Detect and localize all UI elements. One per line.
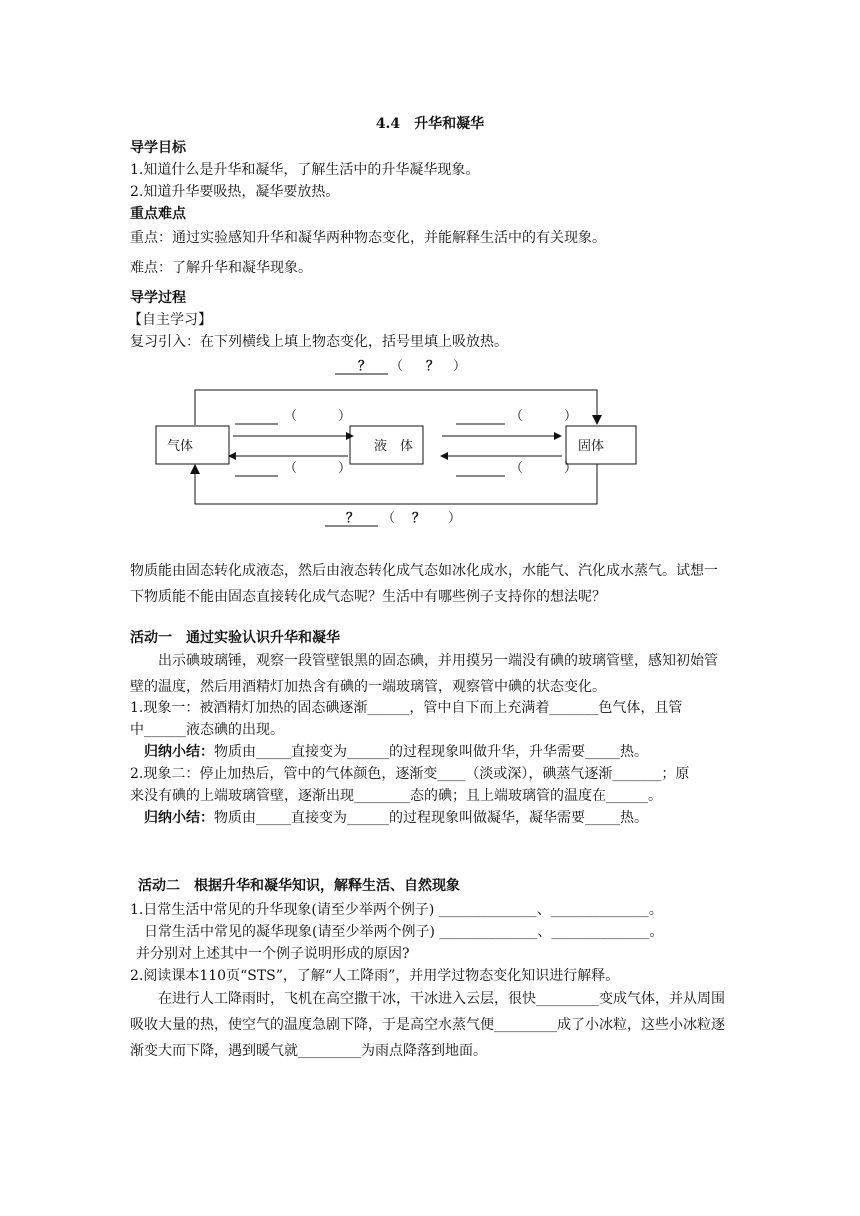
summary2-label: 归纳小结： [144,810,214,826]
paren-close: ） [338,461,352,476]
artificial-rain-paragraph: 在进行人工降雨时，飞机在高空撒干冰，干冰进入云层，很快_________变成气体，并从周围吸收大量的热，使空气的温度急剧下降，于是高空水蒸气便_________成了小冰粒，这些小冰粒逐渐变大而下降，遇到暖气就_________为雨点降落到地面。 [130,991,725,1059]
arrow-right-icon [554,432,562,440]
bottom-paren-open: （ [382,511,396,526]
key-point-text: 重点：通过实验感知升华和凝华两种物态变化，并能解释生活中的有关现象。 [130,230,606,246]
phenomenon1-line-b: 中______液态碘的出现。 [130,722,284,738]
top-paren-q: ？ [426,359,440,374]
paren-open: （ [284,461,298,476]
solid-label: 固体 [578,439,605,454]
paren-close: ） [338,409,352,424]
summary1-text: 物质由_____直接变为______的过程现象叫做升华，升华需要_____热。 [214,744,648,760]
phenomenon2-line-a: 2.现象二：停止加热后，管中的气体颜色，逐渐变____（淡或深），碘蒸气逐渐_______；原 [130,766,690,782]
activity2-heading: 活动二 根据升华和凝华知识，解释生活、自然现象 [138,878,460,894]
summary1 [144,742,648,762]
state-change-diagram [150,352,650,532]
gas-label: 气体 [167,439,194,454]
paren-open: （ [510,461,524,476]
question1c: 并分别对上述其中一个例子说明形成的原因? [136,946,410,962]
difficult-point-text: 难点：了解升华和凝华现象。 [130,260,312,276]
process-heading: 导学过程 [130,290,186,306]
paren-close: ） [564,409,578,424]
goal-item-2: 2.知道升华要吸热，凝华要放热。 [130,184,340,200]
phenomenon1-line-a: 1.现象一：被酒精灯加热的固态碘逐渐______，管中自下而上充满着_______色气体，且管 [130,700,683,716]
summary2-text: 物质由_____直接变为______的过程现象叫做凝华，凝华需要_____热。 [214,810,648,826]
paren-open: （ [510,409,524,424]
question1: 1.日常生活中常见的升华现象(请至少举两个例子) ______________、______________。 [130,902,663,918]
paren-close: ） [564,461,578,476]
key-points-heading: 重点难点 [130,206,186,222]
activity1-description: 出示碘玻璃锤，观察一段管壁银黑的固态碘，并用摸另一端没有碘的玻璃管壁，感知初始管壁的温度，然后用酒精灯加热含有碘的一端玻璃管，观察管中碘的状态变化。 [130,653,718,695]
paren-open: （ [284,409,298,424]
bottom-change-label: ？ [346,511,360,526]
summary2 [144,808,648,828]
bottom-path-line [195,464,597,504]
review-instruction: 复习引入：在下列横线上填上物态变化，括号里填上吸放热。 [130,334,508,350]
top-path-line [195,390,597,425]
summary1-label: 归纳小结： [144,744,214,760]
phenomenon2-line-b: 来没有碘的上端玻璃管壁，逐渐出现________态的碘；且上端玻璃管的温度在______。 [130,788,662,804]
top-paren-open: （ [390,359,404,374]
liquid-label: 液 体 [374,439,414,454]
self-study-heading: 【自主学习】 [128,312,212,328]
question2: 2.阅读课本110页“STS”，了解“人工降雨”，并用学过物态变化知识进行解释。 [130,968,620,984]
top-paren-close: ） [453,359,467,374]
goals-heading: 导学目标 [130,140,186,156]
top-change-label: ？ [358,359,372,374]
bottom-paren-close: ） [448,511,462,526]
goal-item-1: 1.知道什么是升华和凝华，了解生活中的升华凝华现象。 [130,162,480,178]
bottom-paren-q: ？ [412,511,426,526]
question1b: 日常生活中常见的凝华现象(请至少举两个例子) ______________、______________。 [144,924,664,940]
arrow-head-down-icon [592,415,602,425]
arrow-head-up-icon [190,464,200,474]
page-title: 4.4 升华和凝华 [375,116,485,132]
intro-paragraph: 物质能由固态转化成液态，然后由液态转化成气态如冰化成水，水能气、汽化成水蒸气。试想一下物质能不能由固态直接转化成气态呢？生活中有哪些例子支持你的想法呢？ [130,563,718,605]
arrow-left-icon [440,452,448,460]
activity1-heading: 活动一 通过实验认识升华和凝华 [130,630,340,646]
